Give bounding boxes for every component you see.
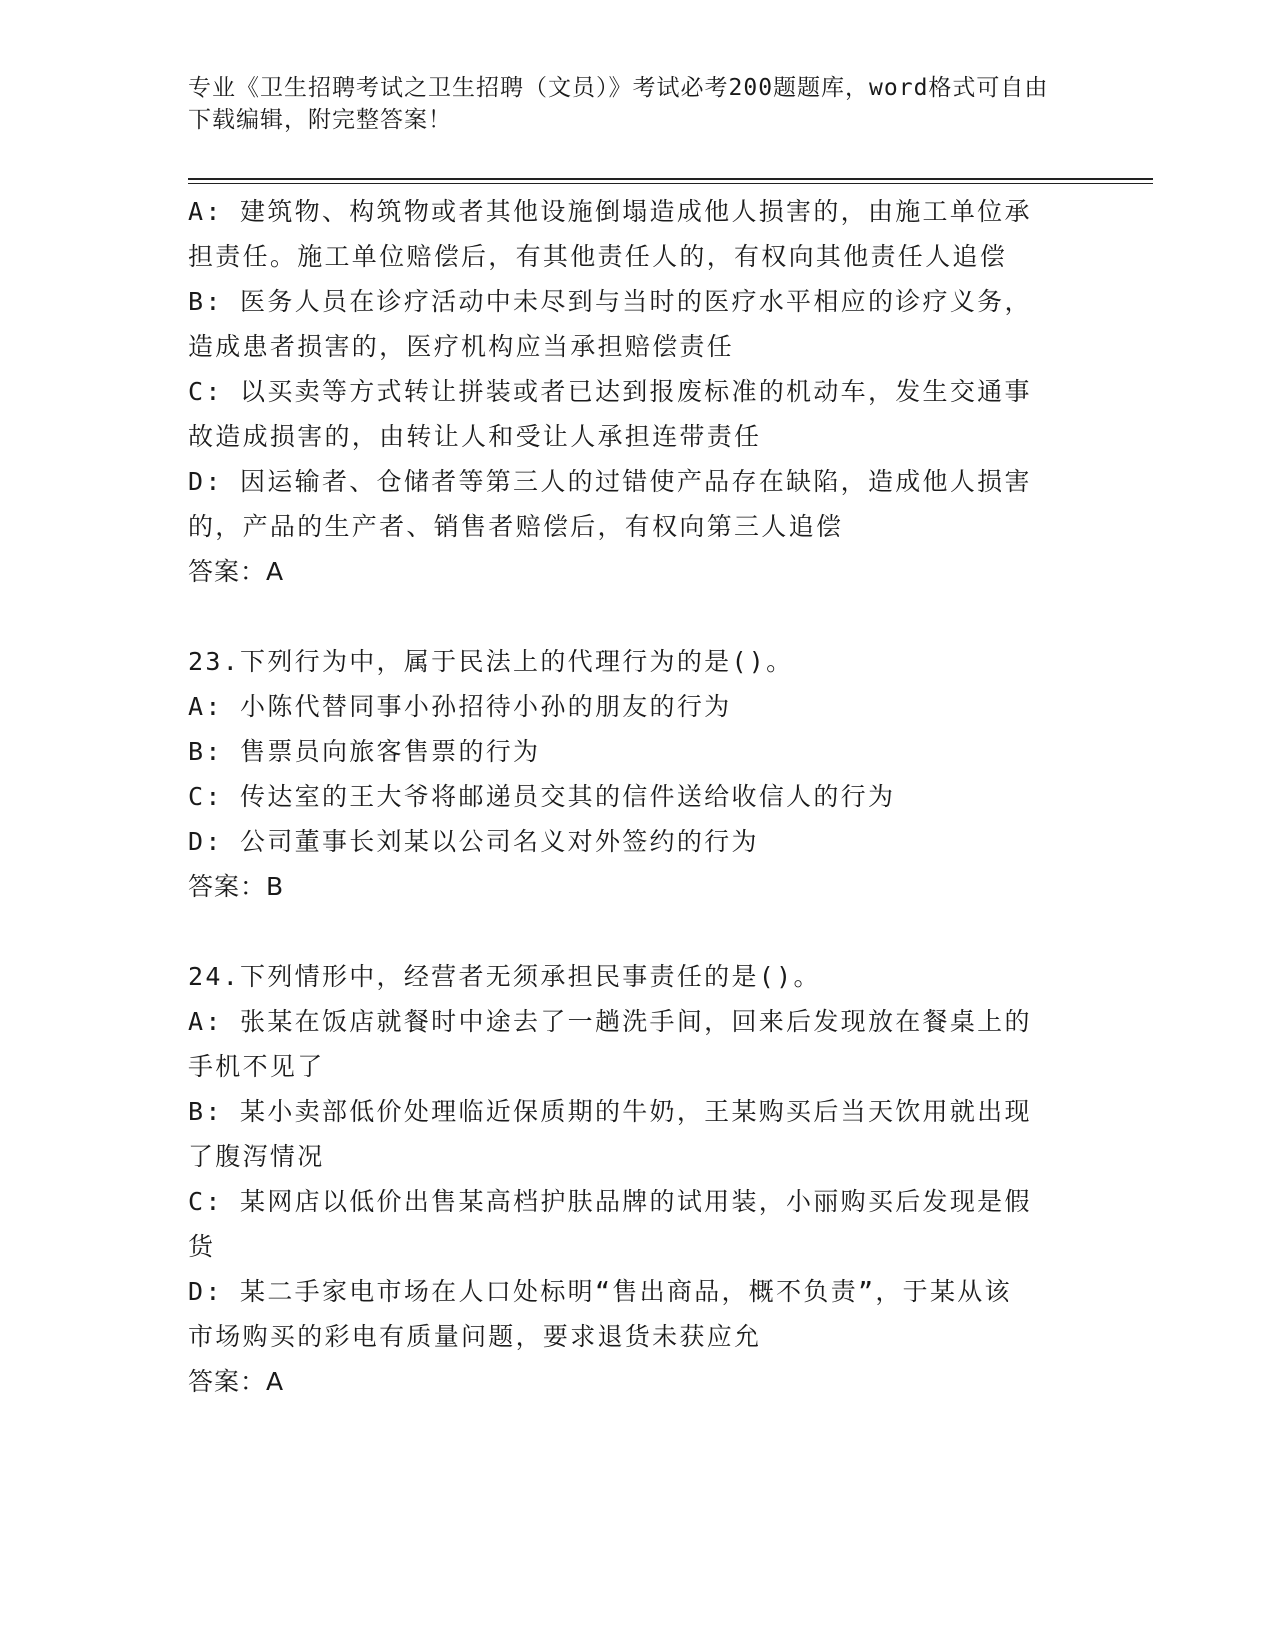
option-line: D: 某二手家电市场在人口处标明“售出商品，概不负责”，于某从该	[188, 1277, 1012, 1306]
question-stem: 24.下列情形中，经营者无须承担民事责任的是()。	[188, 962, 821, 991]
option-line: B: 售票员向旅客售票的行为	[188, 737, 541, 766]
block-gap	[188, 909, 1088, 954]
option-line: 担责任。施工单位赔偿后，有其他责任人的，有权向其他责任人追偿	[188, 242, 1008, 271]
option-line: C: 以买卖等方式转让拼装或者已达到报废标准的机动车，发生交通事	[188, 377, 1032, 406]
option-line: B: 某小卖部低价处理临近保质期的牛奶，王某购买后当天饮用就出现	[188, 1097, 1032, 1126]
option-line: A: 小陈代替同事小孙招待小孙的朋友的行为	[188, 692, 732, 721]
option-line: 货	[188, 1232, 216, 1261]
answer-line: 答案：A	[188, 557, 285, 586]
option-line: 的，产品的生产者、销售者赔偿后，有权向第三人追偿	[188, 512, 844, 541]
option-line: C: 传达室的王大爷将邮递员交其的信件送给收信人的行为	[188, 782, 896, 811]
question-stem: 23.下列行为中，属于民法上的代理行为的是()。	[188, 647, 794, 676]
option-line: 了腹泻情况	[188, 1142, 325, 1171]
header-rule-thin	[188, 183, 1153, 184]
question-block-22	[188, 189, 1088, 594]
option-line: 手机不见了	[188, 1052, 325, 1081]
option-line: C: 某网店以低价出售某高档护肤品牌的试用装，小丽购买后发现是假	[188, 1187, 1032, 1216]
option-line: B: 医务人员在诊疗活动中未尽到与当时的医疗水平相应的诊疗义务，	[188, 287, 1032, 316]
document-header: 专业《卫生招聘考试之卫生招聘（文员）》考试必考200题题库，word格式可自由下载编辑，附完整答案！	[188, 75, 1049, 133]
option-line: 市场购买的彩电有质量问题，要求退货未获应允	[188, 1322, 762, 1351]
option-line: 造成患者损害的，医疗机构应当承担赔偿责任	[188, 332, 735, 361]
option-line: D: 因运输者、仓储者等第三人的过错使产品存在缺陷，造成他人损害	[188, 467, 1032, 496]
option-line: D: 公司董事长刘某以公司名义对外签约的行为	[188, 827, 759, 856]
question-block-23	[188, 639, 1088, 909]
document-body	[188, 189, 1088, 1404]
answer-line: 答案：A	[188, 1367, 285, 1396]
option-line: 故造成损害的，由转让人和受让人承担连带责任	[188, 422, 762, 451]
block-gap	[188, 594, 1088, 639]
option-line: A: 建筑物、构筑物或者其他设施倒塌造成他人损害的，由施工单位承	[188, 197, 1032, 226]
answer-line: 答案：B	[188, 872, 285, 901]
question-block-24	[188, 954, 1088, 1404]
header-rule-thick	[188, 178, 1153, 180]
option-line: A: 张某在饭店就餐时中途去了一趟洗手间，回来后发现放在餐桌上的	[188, 1007, 1032, 1036]
